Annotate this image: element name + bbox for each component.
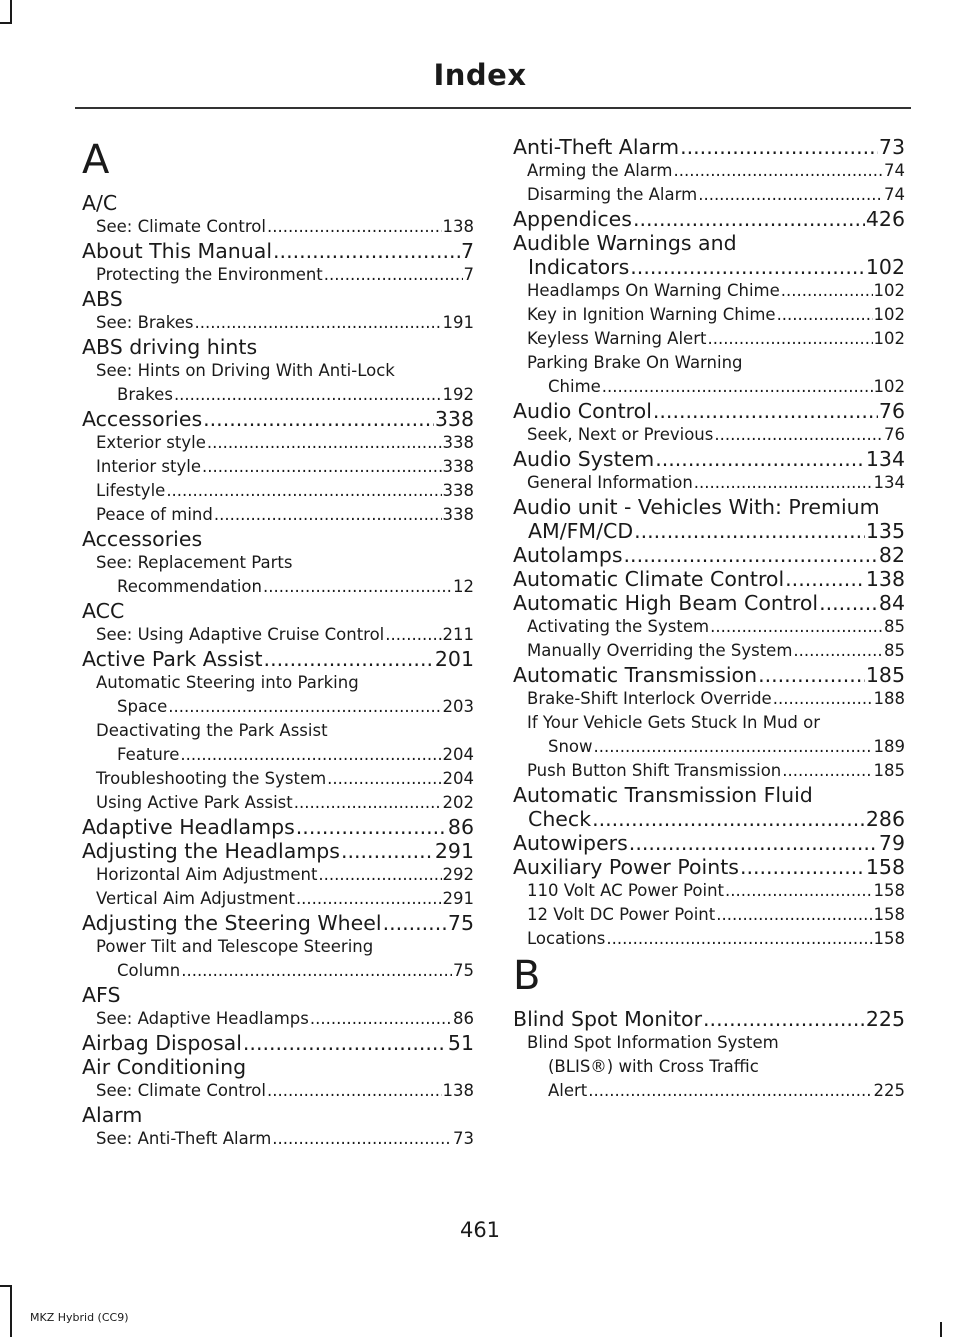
index-heading: ABS — [82, 287, 123, 311]
index-subentry — [82, 791, 474, 815]
dot-leader — [324, 263, 463, 287]
footer-vehicle: MKZ Hybrid (CC9) — [30, 1311, 129, 1324]
dot-leader — [725, 879, 872, 903]
entry-text: Manually Overriding the System — [527, 641, 793, 660]
dot-leader — [594, 735, 873, 759]
dot-leader — [264, 647, 434, 671]
index-subentry — [82, 887, 474, 911]
index-subentry — [82, 1127, 474, 1151]
dot-leader — [634, 519, 865, 543]
dot-leader — [272, 1127, 452, 1151]
entry-text: Power Tilt and Telescope Steering — [96, 937, 374, 956]
page-ref: 75 — [447, 911, 474, 935]
page-ref: 291 — [442, 889, 474, 908]
entry-text: Lifestyle — [96, 481, 166, 500]
entry-text-continued: (BLIS®) with Cross Traffic — [548, 1057, 759, 1076]
entry-text: Audio Control — [513, 399, 652, 423]
entry-text-continued: Column — [117, 961, 181, 980]
page-ref: 158 — [873, 905, 905, 924]
dot-leader — [633, 207, 865, 231]
entry-text: Automatic Climate Control — [513, 567, 785, 591]
dot-leader — [793, 639, 883, 663]
dot-leader — [385, 623, 441, 647]
page-ref: 51 — [447, 1031, 474, 1055]
dot-leader — [773, 687, 873, 711]
entry-text: See: Climate Control — [96, 217, 266, 236]
dot-leader — [267, 215, 442, 239]
page-ref: 203 — [442, 697, 474, 716]
entry-text-continued: Space — [117, 697, 168, 716]
index-entry — [513, 135, 905, 159]
page-ref: 73 — [878, 135, 905, 159]
page-ref: 102 — [865, 255, 905, 279]
entry-text: Autowipers — [513, 831, 628, 855]
page-ref: 84 — [878, 591, 905, 615]
page-ref: 74 — [884, 161, 905, 180]
entry-text: General Information — [527, 473, 693, 492]
page-title: Index — [433, 58, 527, 92]
dot-leader — [327, 767, 441, 791]
page-ref: 138 — [865, 567, 905, 591]
entry-text: Automatic Steering into Parking — [96, 673, 359, 692]
page-ref: 134 — [865, 447, 905, 471]
dot-leader — [263, 575, 452, 599]
entry-text: Activating the System — [527, 617, 710, 636]
section-letter: A — [82, 137, 110, 183]
page-ref: 76 — [884, 425, 905, 444]
index-heading: AFS — [82, 983, 121, 1007]
index-entry — [513, 783, 905, 831]
index-subentry — [513, 327, 905, 351]
page-ref: 292 — [442, 865, 474, 884]
dot-leader — [273, 239, 460, 263]
index-entry — [82, 815, 474, 839]
page-ref: 138 — [442, 1081, 474, 1100]
entry-text: Autolamps — [513, 543, 623, 567]
index-subentry — [513, 711, 905, 759]
page-ref: 74 — [884, 185, 905, 204]
index-entry — [513, 447, 905, 471]
dot-leader — [782, 759, 872, 783]
entry-text: Exterior style — [96, 433, 206, 452]
entry-text: Keyless Warning Alert — [527, 329, 707, 348]
page-ref: 158 — [865, 855, 905, 879]
entry-text: Troubleshooting the System — [96, 769, 327, 788]
index-subentry — [513, 351, 905, 399]
page-ref: 7 — [460, 239, 474, 263]
entry-text: 110 Volt AC Power Point — [527, 881, 725, 900]
entry-last-line — [527, 375, 905, 399]
dot-leader — [680, 135, 878, 159]
page-ref: 202 — [442, 793, 474, 812]
index-subentry — [82, 359, 474, 407]
page-ref: 86 — [453, 1009, 474, 1028]
index-subentry — [82, 1007, 474, 1031]
index-subentry — [513, 423, 905, 447]
index-entry — [513, 207, 905, 231]
index-subentry — [513, 759, 905, 783]
index-entry — [513, 567, 905, 591]
entry-last-line — [513, 807, 905, 831]
page-ref: 135 — [865, 519, 905, 543]
entry-text: Peace of mind — [96, 505, 213, 524]
index-subentry — [513, 183, 905, 207]
dot-leader — [740, 855, 865, 879]
page-ref: 86 — [447, 815, 474, 839]
index-entry — [82, 839, 474, 863]
entry-text-continued: Alert — [548, 1081, 588, 1100]
page-ref: 75 — [453, 961, 474, 980]
entry-last-line — [527, 735, 905, 759]
entry-text-continued: Check — [528, 807, 592, 831]
entry-text: Horizontal Aim Adjustment — [96, 865, 318, 884]
entry-text: Locations — [527, 929, 606, 948]
index-entry — [513, 591, 905, 615]
index-heading: ACC — [82, 599, 125, 623]
dot-leader — [655, 447, 865, 471]
entry-text-continued: Brakes — [117, 385, 173, 404]
dot-leader — [606, 927, 872, 951]
entry-text: See: Replacement Parts — [96, 553, 293, 572]
entry-text: Audio System — [513, 447, 655, 471]
index-entry — [513, 855, 905, 879]
page-ref: 185 — [873, 761, 905, 780]
index-subentry — [82, 503, 474, 527]
index-heading: ABS driving hints — [82, 335, 258, 359]
entry-text: See: Using Adaptive Cruise Control — [96, 625, 385, 644]
page-ref: 12 — [453, 577, 474, 596]
entry-text: See: Adaptive Headlamps — [96, 1009, 309, 1028]
entry-text: Audio unit - Vehicles With: Premium — [513, 495, 880, 519]
entry-text: Audible Warnings and — [513, 231, 737, 255]
entry-text: Headlamps On Warning Chime — [527, 281, 780, 300]
dot-leader — [758, 663, 865, 687]
dot-leader — [310, 1007, 452, 1031]
index-subentry — [82, 767, 474, 791]
dot-leader — [630, 255, 865, 279]
index-subentry — [513, 639, 905, 663]
page-ref: 188 — [873, 689, 905, 708]
entry-text: Automatic Transmission — [513, 663, 758, 687]
dot-leader — [674, 159, 884, 183]
index-subentry — [513, 927, 905, 951]
index-heading: A/C — [82, 191, 118, 215]
dot-leader — [777, 303, 873, 327]
index-entry — [513, 663, 905, 687]
entry-text: If Your Vehicle Gets Stuck In Mud or — [527, 713, 821, 732]
page-ref: 76 — [878, 399, 905, 423]
dot-leader — [296, 887, 442, 911]
entry-text: Arming the Alarm — [527, 161, 673, 180]
entry-text: Interior style — [96, 457, 202, 476]
index-subentry — [82, 623, 474, 647]
crop-mark-bottom-left-v — [10, 1285, 12, 1337]
index-entry — [513, 1007, 905, 1031]
page-ref: 191 — [442, 313, 474, 332]
entry-text: Vertical Aim Adjustment — [96, 889, 295, 908]
entry-text-continued: Indicators — [528, 255, 630, 279]
page-ref: 225 — [873, 1081, 905, 1100]
dot-leader — [318, 863, 441, 887]
page-ref: 138 — [442, 217, 474, 236]
dot-leader — [203, 407, 434, 431]
index-entry — [513, 543, 905, 567]
index-subentry — [82, 863, 474, 887]
index-subentry — [513, 1031, 905, 1103]
index-entry — [513, 831, 905, 855]
entry-text: Adjusting the Steering Wheel — [82, 911, 382, 935]
index-subentry — [513, 279, 905, 303]
page-ref: 158 — [873, 881, 905, 900]
page-ref: 7 — [463, 265, 474, 284]
entry-text: Key in Ignition Warning Chime — [527, 305, 776, 324]
dot-leader — [267, 1079, 442, 1103]
entry-text: Blind Spot Monitor — [513, 1007, 703, 1031]
page-ref: 211 — [442, 625, 474, 644]
entry-text: Brake-Shift Interlock Override — [527, 689, 772, 708]
section-letter: B — [513, 953, 541, 999]
entry-text: 12 Volt DC Power Point — [527, 905, 716, 924]
index-subentry — [82, 1079, 474, 1103]
dot-leader — [195, 311, 442, 335]
index-subentry — [82, 551, 474, 599]
index-entry — [513, 399, 905, 423]
index-entry — [82, 239, 474, 263]
dot-leader — [181, 959, 452, 983]
dot-leader — [602, 375, 873, 399]
page-ref: 338 — [442, 481, 474, 500]
page-ref: 338 — [442, 433, 474, 452]
entry-text: Protecting the Environment — [96, 265, 323, 284]
dot-leader — [207, 431, 442, 455]
dot-leader — [168, 695, 441, 719]
dot-leader — [819, 591, 878, 615]
entry-text: Blind Spot Information System — [527, 1033, 779, 1052]
entry-text: Adjusting the Headlamps — [82, 839, 340, 863]
index-subentry — [82, 311, 474, 335]
page-ref: 204 — [442, 745, 474, 764]
dot-leader — [174, 383, 442, 407]
crop-mark-top-left-h — [0, 22, 12, 24]
page-ref: 102 — [873, 281, 905, 300]
entry-last-line — [96, 383, 474, 407]
entry-text-continued: Recommendation — [117, 577, 262, 596]
dot-leader — [383, 911, 447, 935]
index-column-right — [513, 135, 905, 1103]
entry-last-line — [513, 255, 905, 279]
index-subentry — [82, 935, 474, 983]
index-subentry — [82, 671, 474, 719]
entry-last-line — [96, 959, 474, 983]
page-ref: 134 — [873, 473, 905, 492]
index-column-left — [82, 135, 474, 1151]
entry-text: Disarming the Alarm — [527, 185, 698, 204]
page-ref: 338 — [442, 457, 474, 476]
entry-text-continued: Snow — [548, 737, 593, 756]
dot-leader — [698, 183, 883, 207]
index-subentry — [513, 687, 905, 711]
index-entry — [82, 407, 474, 431]
index-subentry — [513, 159, 905, 183]
entry-last-line — [96, 743, 474, 767]
page-ref: 192 — [442, 385, 474, 404]
entry-text-continued: Feature — [117, 745, 180, 764]
entry-text: Parking Brake On Warning — [527, 353, 743, 372]
page-ref: 189 — [873, 737, 905, 756]
entry-last-line — [96, 695, 474, 719]
page-ref: 102 — [873, 377, 905, 396]
header-rule — [75, 107, 911, 109]
entry-text: Automatic Transmission Fluid — [513, 783, 813, 807]
index-subentry — [82, 455, 474, 479]
dot-leader — [653, 399, 878, 423]
entry-text: See: Hints on Driving With Anti-Lock — [96, 361, 395, 380]
index-subentry — [513, 303, 905, 327]
entry-text: See: Brakes — [96, 313, 194, 332]
entry-last-line — [527, 1079, 905, 1103]
dot-leader — [629, 831, 878, 855]
index-heading: Air Conditioning — [82, 1055, 247, 1079]
index-heading: Accessories — [82, 527, 203, 551]
dot-leader — [243, 1031, 447, 1055]
entry-text: About This Manual — [82, 239, 273, 263]
page-number: 461 — [459, 1218, 501, 1242]
entry-text: Airbag Disposal — [82, 1031, 242, 1055]
entry-text-continued: AM/FM/CD — [528, 519, 634, 543]
page-ref: 85 — [884, 617, 905, 636]
index-heading: Alarm — [82, 1103, 143, 1127]
index-entry — [82, 647, 474, 671]
page-ref: 73 — [453, 1129, 474, 1148]
index-subentry — [82, 263, 474, 287]
index-subentry — [513, 903, 905, 927]
index-subentry — [82, 215, 474, 239]
page-ref: 225 — [865, 1007, 905, 1031]
dot-leader — [785, 567, 865, 591]
dot-leader — [716, 903, 872, 927]
index-subentry — [82, 719, 474, 767]
dot-leader — [296, 815, 447, 839]
entry-text: Active Park Assist — [82, 647, 263, 671]
page-ref: 286 — [865, 807, 905, 831]
dot-leader — [694, 471, 873, 495]
index-subentry — [513, 471, 905, 495]
entry-text: Anti-Theft Alarm — [513, 135, 680, 159]
page-ref: 338 — [434, 407, 474, 431]
page-ref: 291 — [434, 839, 474, 863]
page-ref: 185 — [865, 663, 905, 687]
page-ref: 204 — [442, 769, 474, 788]
entry-text: Push Button Shift Transmission — [527, 761, 782, 780]
entry-text: Using Active Park Assist — [96, 793, 293, 812]
page-ref: 102 — [873, 305, 905, 324]
entry-text: Appendices — [513, 207, 632, 231]
dot-leader — [710, 615, 883, 639]
index-subentry — [513, 615, 905, 639]
entry-text: See: Anti-Theft Alarm — [96, 1129, 272, 1148]
entry-text: Automatic High Beam Control — [513, 591, 819, 615]
dot-leader — [180, 743, 441, 767]
dot-leader — [781, 279, 873, 303]
page-ref: 201 — [434, 647, 474, 671]
dot-leader — [202, 455, 441, 479]
dot-leader — [707, 327, 872, 351]
entry-last-line — [96, 575, 474, 599]
entry-text: Accessories — [82, 407, 203, 431]
dot-leader — [714, 423, 883, 447]
index-subentry — [82, 479, 474, 503]
dot-leader — [166, 479, 441, 503]
index-entry — [82, 1031, 474, 1055]
index-subentry — [513, 879, 905, 903]
crop-mark-bottom-right-v — [940, 1322, 942, 1337]
dot-leader — [703, 1007, 865, 1031]
entry-text: Auxiliary Power Points — [513, 855, 739, 879]
index-subentry — [82, 431, 474, 455]
dot-leader — [588, 1079, 872, 1103]
dot-leader — [214, 503, 442, 527]
entry-text: Deactivating the Park Assist — [96, 721, 328, 740]
dot-leader — [294, 791, 442, 815]
entry-text: See: Climate Control — [96, 1081, 266, 1100]
page-ref: 82 — [878, 543, 905, 567]
entry-text: Adaptive Headlamps — [82, 815, 295, 839]
index-entry — [513, 231, 905, 279]
index-entry — [82, 911, 474, 935]
page-ref: 79 — [878, 831, 905, 855]
entry-last-line — [513, 519, 905, 543]
page-ref: 85 — [884, 641, 905, 660]
entry-text: Seek, Next or Previous — [527, 425, 714, 444]
dot-leader — [341, 839, 434, 863]
crop-mark-bottom-left-h — [0, 1285, 12, 1287]
dot-leader — [592, 807, 865, 831]
page-ref: 102 — [873, 329, 905, 348]
page-ref: 338 — [442, 505, 474, 524]
entry-text-continued: Chime — [548, 377, 601, 396]
index-entry — [513, 495, 905, 543]
crop-mark-top-left-v — [10, 0, 12, 22]
page-ref: 158 — [873, 929, 905, 948]
dot-leader — [624, 543, 878, 567]
page-ref: 426 — [865, 207, 905, 231]
